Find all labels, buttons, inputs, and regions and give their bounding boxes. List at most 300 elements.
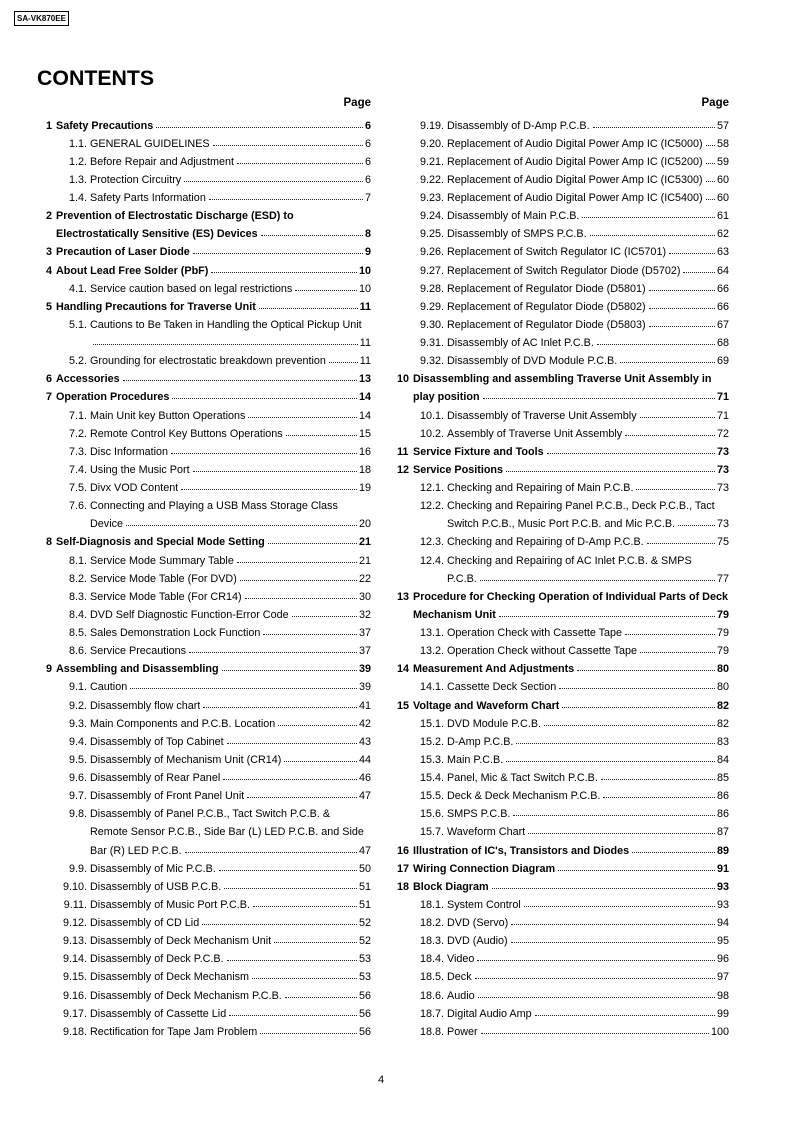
toc-section-row[interactable] [397,153,729,171]
toc-section-row[interactable] [46,842,371,860]
toc-entry-title: Device [90,518,124,531]
dot-leader [193,253,363,254]
toc-entry-number: 13 [397,590,410,603]
dot-leader [184,181,363,182]
toc-entry-title: Caution [90,681,128,694]
toc-entry-number: 9.19. [419,119,444,132]
toc-section-row[interactable] [397,624,729,642]
toc-chapter-row[interactable] [46,370,371,388]
toc-entry-title: Procedure for Checking Operation of Individual Parts of Deck [413,590,728,603]
toc-page-number: 95 [716,935,729,948]
toc-chapter-row[interactable] [46,388,371,406]
toc-section-row[interactable] [397,715,729,733]
toc-page-number: 64 [716,264,729,277]
toc-page-number: 82 [716,717,729,730]
dot-leader [261,235,363,236]
toc-entry-number: 12.4. [419,554,444,567]
toc-entry-title: Block Diagram [413,880,489,893]
toc-entry-title: Assembly of Traverse Unit Assembly [447,427,623,440]
toc-entry-number: 10.1. [419,409,444,422]
toc-page-number: 85 [716,772,729,784]
toc-page-number: 93 [716,898,729,911]
toc-entry-title: Service Mode Summary Table [90,554,234,567]
toc-section-row[interactable] [397,334,729,352]
toc-entry-number: 11 [397,445,409,458]
toc-entry-title: Disassembly of Main P.C.B. [447,210,580,223]
toc-section-row[interactable] [397,316,729,334]
toc-page-number: 83 [716,735,729,748]
toc-entry-title: Disassembly of Top Cabinet [90,735,224,748]
toc-page-number: 68 [716,337,729,349]
toc-entry-number: 18.2. [419,917,444,929]
toc-entry-number: 18.8. [419,1025,444,1038]
toc-entry-number: 9.7. [68,790,87,803]
toc-entry-title: Illustration of IC's, Transistors and Diodes [413,844,630,857]
dot-leader [227,743,357,744]
toc-entry-number: 9.18. [62,1025,87,1038]
toc-page-number: 73 [716,482,729,494]
toc-chapter-row[interactable] [46,533,371,551]
toc-entry-title: Disassembling and assembling Traverse Unit Assembly in [413,373,712,386]
toc-section-row[interactable] [46,787,371,805]
toc-section-row[interactable] [46,552,371,570]
dot-leader [649,308,715,309]
toc-chapter-row[interactable] [397,660,729,678]
toc-page-number: 15 [358,427,371,440]
toc-entry-title: DVD (Audio) [447,935,508,948]
toc-entry-title: Panel, Mic & Tact Switch P.C.B. [447,772,598,784]
toc-section-row[interactable] [46,407,371,425]
toc-entry-title: Service Positions [413,463,504,476]
dot-leader [203,707,357,708]
toc-entry-title: Disassembly flow chart [90,699,201,712]
toc-page-number: 6 [364,173,371,186]
toc-section-row[interactable] [46,171,371,189]
toc-entry-title: About Lead Free Solder (PbF) [56,264,209,277]
toc-section-row[interactable] [46,805,371,823]
toc-entry-title: Deck [447,971,472,984]
dot-leader [93,344,358,345]
toc-section-row[interactable] [46,334,371,352]
toc-section-row[interactable] [397,570,729,588]
toc-entry-number: 7.6. [68,500,87,513]
dot-leader [240,580,357,581]
dot-leader [640,417,715,418]
toc-entry-number: 8 [46,536,53,549]
toc-entry-title: Protection Circuitry [90,173,182,186]
toc-section-row[interactable] [397,262,729,280]
toc-entry-title: Disc Information [90,445,169,458]
toc-entry-number: 5.2. [68,355,87,368]
toc-entry-number: 9.6. [68,772,87,784]
toc-section-row[interactable] [46,878,371,896]
dot-leader [268,543,357,544]
toc-chapter-row[interactable] [397,860,729,878]
toc-page-number: 86 [716,808,729,821]
toc-section-row[interactable] [397,751,729,769]
toc-section-row[interactable] [46,443,371,461]
toc-chapter-row[interactable] [397,842,729,860]
toc-section-row[interactable] [397,135,729,153]
dot-leader [649,326,715,327]
toc-section-row[interactable] [397,987,729,1005]
toc-entry-number: 16 [397,844,410,857]
dot-leader [260,1033,357,1034]
toc-entry-number: 1.4. [68,192,87,204]
dot-leader [247,797,357,798]
toc-entry-number: 9.3. [68,717,87,730]
toc-chapter-row[interactable] [46,243,371,261]
page-title: CONTENTS [37,66,155,90]
toc-section-row[interactable] [397,497,729,515]
toc-chapter-row[interactable] [397,606,729,624]
toc-page-number: 56 [358,1025,371,1038]
toc-section-row[interactable] [46,751,371,769]
toc-entry-title: Disassembly of Mic P.C.B. [90,862,216,875]
dot-leader [278,725,357,726]
toc-chapter-row[interactable] [397,443,729,461]
dot-leader [706,163,715,164]
toc-chapter-row[interactable] [46,207,371,225]
toc-right-column [397,117,729,1041]
toc-entry-title: System Control [447,898,521,911]
toc-page-number: 10 [358,264,371,277]
toc-page-number: 98 [716,989,729,1002]
toc-section-row[interactable] [397,1023,729,1041]
dot-leader [516,743,715,744]
toc-entry-title: Replacement of Audio Digital Power Amp IC (IC5300) [447,173,703,186]
toc-entry-number: 1.2. [68,155,87,168]
toc-entry-title: Checking and Repairing of D-Amp P.C.B. [447,536,644,549]
toc-section-row[interactable] [46,896,371,914]
toc-chapter-row[interactable] [397,461,729,479]
toc-page-number: 6 [364,155,371,168]
toc-section-row[interactable] [46,515,371,533]
toc-section-row[interactable] [397,823,729,841]
toc-entry-number: 18.5. [419,971,444,984]
dot-leader [130,688,357,689]
toc-section-row[interactable] [397,243,729,261]
dot-leader [636,489,715,490]
toc-entry-title: Before Repair and Adjustment [90,155,235,168]
toc-chapter-row[interactable] [397,388,729,406]
toc-chapter-row[interactable] [397,878,729,896]
toc-section-row[interactable] [397,117,729,135]
toc-entry-title: Disassembly of Deck Mechanism Unit [90,935,272,948]
toc-entry-number: 9.30. [419,318,444,331]
toc-section-row[interactable] [46,678,371,696]
toc-entry-number: 10 [397,373,410,386]
toc-entry-number: 9.25. [419,228,444,241]
toc-chapter-row[interactable] [46,298,371,316]
dot-leader [577,670,715,671]
toc-page-number: 50 [358,862,371,875]
toc-section-row[interactable] [46,606,371,624]
dot-leader [478,997,715,998]
toc-entry-title: SMPS P.C.B. [447,808,511,821]
toc-section-row[interactable] [46,352,371,370]
toc-section-row[interactable] [46,860,371,878]
toc-section-row[interactable] [46,316,371,334]
dot-leader [647,543,715,544]
toc-entry-title: Sales Demonstration Lock Function [90,627,261,639]
toc-entry-title: Disassembly of Deck Mechanism P.C.B. [90,989,282,1002]
toc-section-row[interactable] [46,769,371,787]
dot-leader [126,525,357,526]
dot-leader [499,616,715,617]
toc-entry-number: 9.31. [419,337,444,349]
toc-entry-title: Disassembly of Rear Panel [90,772,221,784]
toc-page-number: 86 [716,790,729,803]
page-column-heading-left: Page [343,97,371,109]
toc-entry-number: 8.2. [68,572,87,585]
toc-section-row[interactable] [46,987,371,1005]
dot-leader [603,797,715,798]
toc-chapter-row[interactable] [46,262,371,280]
toc-entry-title: Service Mode Table (For CR14) [90,590,242,603]
toc-entry-number: 9.12. [62,917,87,929]
dot-leader [559,688,715,689]
toc-entry-title: Operation Check without Cassette Tape [447,645,638,658]
toc-page-number: 43 [358,735,371,748]
toc-entry-number: 14.1. [419,681,444,694]
toc-chapter-row[interactable] [397,588,729,606]
dot-leader [625,634,715,635]
toc-page-number: 63 [716,246,729,259]
toc-entry-title: Service Fixture and Tools [413,445,544,458]
dot-leader [620,362,715,363]
toc-section-row[interactable] [46,950,371,968]
toc-entry-number: 12.3. [419,536,444,549]
toc-entry-number: 9.27. [419,264,444,277]
toc-page-number: 41 [358,699,371,712]
dot-leader [209,199,363,200]
toc-entry-title: Using the Music Port [90,463,190,476]
dot-leader [524,906,715,907]
toc-entry-title: Service caution based on legal restrictions [90,282,293,295]
toc-section-row[interactable] [46,968,371,986]
toc-section-row[interactable] [397,787,729,805]
toc-page-number: 21 [358,554,371,567]
toc-entry-number: 1.1. [68,137,87,150]
toc-entry-number: 7.1. [68,409,87,422]
dot-leader [562,707,715,708]
toc-entry-title: Disassembly of Mechanism Unit (CR14) [90,753,282,766]
toc-section-row[interactable] [46,588,371,606]
toc-section-row[interactable] [46,715,371,733]
toc-page-number: 47 [358,790,371,803]
toc-entry-title: DVD (Servo) [447,917,509,929]
toc-section-row[interactable] [397,352,729,370]
toc-entry-number: 5 [46,300,53,313]
dot-leader [202,924,357,925]
toc-chapter-row[interactable] [46,117,371,135]
toc-entry-number: 9.26. [419,246,444,259]
toc-section-row[interactable] [397,189,729,207]
toc-page-number: 32 [358,608,371,621]
toc-entry-number: 8.5. [68,627,87,639]
toc-section-row[interactable] [397,968,729,986]
dot-leader [227,960,357,961]
toc-chapter-row[interactable] [46,660,371,678]
dot-leader [582,217,715,218]
toc-entry-title: Replacement of Regulator Diode (D5801) [447,282,646,295]
toc-page-number: 89 [716,844,729,857]
toc-page-number: 96 [716,953,729,966]
toc-page-number: 6 [364,119,371,132]
toc-entry-number: 5.1. [68,318,87,331]
toc-entry-number: 15.3. [419,753,444,766]
toc-page-number: 11 [359,300,371,313]
toc-section-row[interactable] [397,950,729,968]
toc-section-row[interactable] [46,932,371,950]
toc-section-row[interactable] [46,1023,371,1041]
dot-leader [284,761,357,762]
toc-entry-number: 7 [46,391,53,404]
toc-entry-title: Mechanism Unit [413,608,496,621]
toc-entry-title: Service Precautions [90,645,187,658]
toc-entry-title: Disassembly of Cassette Lid [90,1007,227,1020]
toc-section-row[interactable] [46,1005,371,1023]
toc-section-row[interactable] [46,823,371,841]
dot-leader [511,924,715,925]
toc-section-row[interactable] [46,479,371,497]
toc-entry-title: Video [447,953,475,966]
toc-page-number: 22 [358,572,371,585]
toc-page-number: 71 [716,409,729,422]
toc-entry-number: 18.1. [419,898,444,911]
toc-entry-number: 9.5. [68,753,87,766]
toc-section-row[interactable] [397,533,729,551]
toc-section-row[interactable] [46,280,371,298]
toc-section-row[interactable] [397,805,729,823]
toc-section-row[interactable] [397,1005,729,1023]
toc-entry-number: 18.6. [419,989,444,1002]
toc-section-row[interactable] [397,280,729,298]
dot-leader [222,670,357,671]
toc-entry-title: Connecting and Playing a USB Mass Storage Class [90,500,338,513]
toc-page-number: 47 [358,844,371,857]
toc-entry-title: Disassembly of Panel P.C.B., Tact Switch P.C.B. & [90,808,331,821]
toc-section-row[interactable] [397,298,729,316]
toc-page-number: 75 [716,536,729,549]
dot-leader [223,779,357,780]
toc-section-row[interactable] [46,135,371,153]
toc-entry-number: 9.4. [68,735,87,748]
toc-section-row[interactable] [397,515,729,533]
toc-entry-number: 7.5. [68,482,87,494]
toc-page-number: 13 [358,373,371,386]
toc-section-row[interactable] [397,207,729,225]
toc-page-number: 39 [358,681,371,694]
toc-entry-title: Remote Sensor P.C.B., Side Bar (L) LED P.C.B. and Side [90,826,364,839]
toc-entry-title: Disassembly of Traverse Unit Assembly [447,409,637,422]
toc-section-row[interactable] [397,171,729,189]
toc-page-number: 14 [358,391,371,404]
toc-entry-title: Digital Audio Amp [447,1007,532,1020]
toc-section-row[interactable] [397,407,729,425]
toc-entry-number: 18.7. [419,1007,444,1020]
toc-entry-title: Voltage and Waveform Chart [413,699,560,712]
toc-section-row[interactable] [397,914,729,932]
toc-page-number: 10 [358,282,371,295]
toc-chapter-row[interactable] [46,225,371,243]
toc-entry-number: 4 [46,264,53,277]
toc-section-row[interactable] [397,552,729,570]
dot-leader [475,978,715,979]
toc-entry-number: 3 [46,246,53,259]
toc-page-number: 52 [358,935,371,948]
dot-leader [274,942,357,943]
toc-section-row[interactable] [46,570,371,588]
toc-entry-number: 9.17. [62,1007,87,1020]
dot-leader [593,127,715,128]
toc-chapter-row[interactable] [397,697,729,715]
toc-page-number: 53 [358,953,371,966]
toc-chapter-row[interactable] [397,370,729,388]
dot-leader [544,725,715,726]
toc-section-row[interactable] [397,479,729,497]
toc-entry-number: 9.1. [68,681,87,694]
dot-leader [193,471,357,472]
dot-leader [253,906,357,907]
toc-page-number: 67 [716,318,729,331]
toc-page-number: 79 [716,608,729,621]
toc-section-row[interactable] [46,733,371,751]
toc-entry-title: Prevention of Electrostatic Discharge (ESD) to [56,210,294,223]
dot-leader [528,833,715,834]
dot-leader [263,634,357,635]
toc-section-row[interactable] [397,642,729,660]
toc-section-row[interactable] [46,425,371,443]
toc-section-row[interactable] [46,914,371,932]
toc-entry-number: 15.2. [419,735,444,748]
toc-page-number: 73 [716,518,729,531]
dot-leader [506,761,715,762]
toc-section-row[interactable] [46,624,371,642]
dot-leader [172,398,357,399]
toc-page-number: 69 [716,355,729,368]
toc-entry-title: Safety Precautions [56,119,154,132]
toc-page-number: 80 [716,681,729,694]
toc-page-number: 46 [358,772,371,784]
toc-entry-number: 6 [46,373,53,386]
toc-section-row[interactable] [397,678,729,696]
toc-entry-number: 12 [397,463,410,476]
toc-page-number: 61 [716,210,729,223]
toc-entry-title: Disassembly of DVD Module P.C.B. [447,355,618,368]
toc-section-row[interactable] [397,769,729,787]
toc-entry-title: Disassembly of D-Amp P.C.B. [447,119,590,132]
toc-section-row[interactable] [397,425,729,443]
toc-entry-number: 9.23. [419,192,444,204]
toc-section-row[interactable] [397,733,729,751]
toc-section-row[interactable] [397,896,729,914]
toc-section-row[interactable] [46,461,371,479]
toc-section-row[interactable] [46,642,371,660]
toc-section-row[interactable] [46,497,371,515]
toc-section-row[interactable] [397,932,729,950]
toc-entry-number: 4.1. [68,282,87,295]
toc-section-row[interactable] [46,153,371,171]
toc-section-row[interactable] [46,697,371,715]
toc-section-row[interactable] [397,225,729,243]
toc-entry-title: Bar (R) LED P.C.B. [90,844,182,857]
toc-entry-number: 7.2. [68,427,87,440]
toc-entry-number: 9.2. [68,699,87,712]
toc-page-number: 44 [358,753,371,766]
toc-section-row[interactable] [46,189,371,207]
